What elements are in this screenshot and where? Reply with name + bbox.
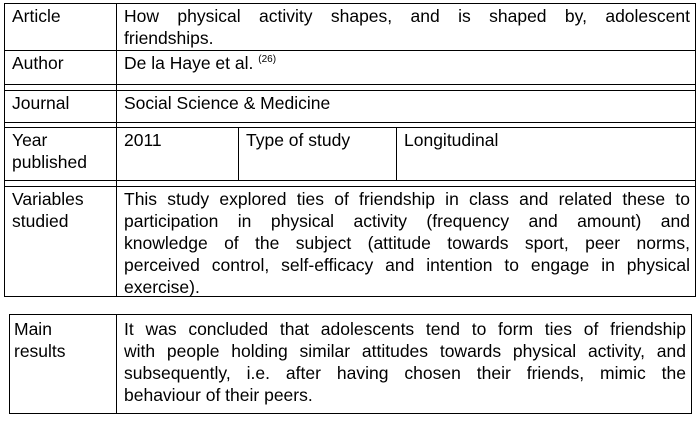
label-column-divider (116, 3, 117, 297)
main-results-label-line: Main (14, 319, 52, 339)
article-title (124, 5, 690, 49)
main-table-border-top (9, 314, 692, 315)
author-value (124, 52, 276, 78)
table-border-left (4, 3, 5, 297)
main-results-label-line: results (14, 341, 66, 361)
year-label-line: Year (12, 130, 48, 150)
article-label: Article (12, 6, 61, 26)
variables-label (12, 188, 84, 232)
main-results-text (124, 318, 686, 406)
year-cell-divider (238, 127, 239, 181)
table-border-top (4, 3, 696, 4)
row-divider-author (4, 84, 696, 85)
journal-value: Social Science & Medicine (124, 93, 331, 113)
row-divider-journal-bottom (4, 122, 696, 123)
main-table-border-right (691, 314, 692, 414)
main-results-label (14, 318, 66, 362)
main-table-border-bottom (9, 413, 692, 414)
article-title-line: How physical activity shapes, and is shaped by, adolescent (124, 6, 690, 26)
main-results-text-line: subsequently, i.e. after having chosen their friends, mimic the (124, 363, 686, 383)
row-divider-variables-top (4, 186, 696, 187)
variables-text-line: participation in physical activity (frequency and amount) and (124, 211, 690, 231)
author-label: Author (12, 53, 64, 73)
main-table-border-left (9, 314, 10, 414)
year-label-line: published (12, 152, 87, 172)
year-value: 2011 (124, 130, 162, 150)
article-title-line: friendships. (124, 28, 214, 48)
type-of-study-label: Type of study (246, 130, 351, 150)
author-name: De la Haye et al. (124, 53, 254, 73)
study-type-value: Longitudinal (404, 130, 499, 150)
journal-label: Journal (12, 93, 70, 113)
variables-text-line: knowledge of the subject (attitude towards sport, peer norms, (124, 233, 690, 253)
row-divider-year-top (4, 127, 696, 128)
type-cell-divider (396, 127, 397, 181)
year-label (12, 129, 87, 173)
table-border-right (695, 3, 696, 297)
row-divider-year-bottom (4, 180, 696, 181)
row-divider-journal-top (4, 90, 696, 91)
main-table-column-divider (116, 314, 117, 414)
variables-text-line: This study explored ties of friendship in class and related these to (124, 189, 690, 209)
variables-text-line: perceived control, self-efficacy and intention to engage in physical (124, 255, 690, 275)
variables-text-line: exercise). (124, 277, 200, 297)
variables-text (124, 188, 690, 298)
main-results-text-line: behaviour of their peers. (124, 385, 313, 405)
variables-label-line: Variables (12, 189, 84, 209)
row-divider-article (4, 50, 696, 51)
main-results-text-line: with people holding similar attitudes towards physical activity, and (124, 341, 686, 361)
variables-label-line: studied (12, 211, 69, 231)
author-reference: (26) (258, 54, 277, 65)
main-results-text-line: It was concluded that adolescents tend to form ties of friendship (124, 319, 686, 339)
